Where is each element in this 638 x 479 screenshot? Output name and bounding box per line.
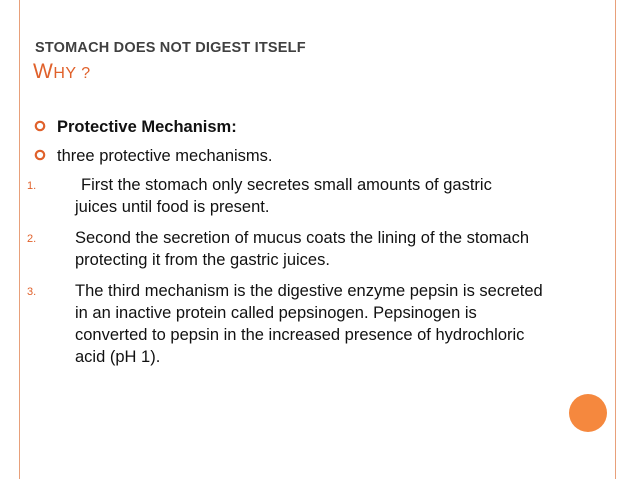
bullet-item (34, 145, 554, 167)
bullet-text: three protective mechanisms. (57, 147, 273, 165)
numbered-item (27, 280, 554, 368)
numbered-text: Second the secretion of mucus coats the lining of the stomach protecting it from the gastric juices. (75, 229, 530, 269)
right-frame-line (615, 0, 616, 479)
decorative-circle (569, 394, 607, 432)
numbered-item (27, 227, 554, 271)
slide-subtitle: STOMACH DOES NOT DIGEST ITSELF (35, 40, 306, 56)
circle-bullet-icon (34, 120, 46, 132)
numbered-text (75, 174, 545, 218)
numbered-text-line: juices until food is present. (75, 198, 270, 216)
bullet-item (34, 116, 554, 138)
numbered-text-line: First the stomach only secretes small amounts of gastric (81, 176, 492, 194)
number-marker: 1. (27, 180, 37, 192)
slide-content (27, 116, 554, 377)
numbered-text: The third mechanism is the digestive enzyme pepsin is secreted in an inactive protein called pepsinogen. Pepsinogen is converted to pepsin in the increased presence of hydrochloric acid (pH 1). (75, 282, 543, 366)
left-frame-line (19, 0, 20, 479)
slide-title-rest: HY ? (53, 65, 91, 82)
bullet-text: Protective Mechanism: (57, 118, 237, 136)
circle-bullet-icon (34, 149, 46, 161)
number-marker: 3. (27, 286, 37, 298)
number-marker: 2. (27, 233, 37, 245)
slide-title (33, 60, 91, 84)
slide-title-cap: W (33, 60, 54, 83)
numbered-item (27, 174, 554, 218)
